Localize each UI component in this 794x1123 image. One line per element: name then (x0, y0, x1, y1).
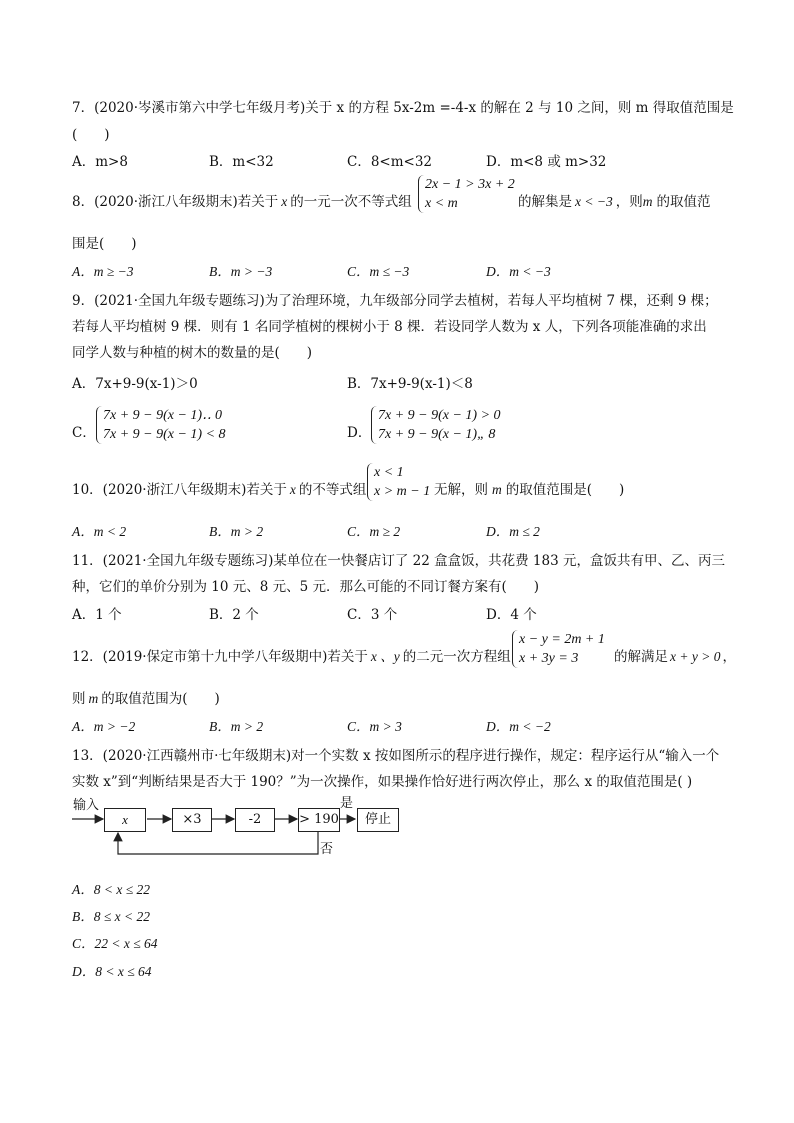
q13-flow-box-times3: ×3 (172, 808, 212, 832)
q9-option-d-system (371, 406, 501, 444)
q12-pre: 12．(2019·保定市第十九中学八年级期中)若关于 (72, 649, 368, 665)
q12-option-a: A．m > −2 (72, 719, 136, 734)
q8-stem-tail (518, 190, 710, 210)
q12-vars: x 、y (370, 649, 400, 664)
q8-option-d: D．m < −3 (486, 264, 551, 279)
q9-line1: 9．(2021·全国九年级专题练习)为了治理环境，九年级部分同学去植树，若每人平均植树 7 棵，还剩 9 棵； (72, 293, 718, 309)
q10-stem (72, 478, 366, 498)
q13-flow-input-label: 输入 (73, 798, 100, 813)
q8-option-b: B．m > −3 (209, 264, 273, 279)
q7-text: 7．(2020·岑溪市第六中学七年级月考)关于 x 的方程 5x-2m =-4-x 的解在 2 与 10 之间，则 m 得取值范围是 (72, 100, 734, 116)
q13-flow-box-x: x (104, 808, 146, 832)
q13-flow-box-stop: 停止 (357, 808, 399, 832)
q9-line2: 若每人平均植树 9 棵．则有 1 名同学植树的棵树小于 8 棵．若设同学人数为 x 人，下列各项能准确的求出 (72, 319, 707, 335)
q8-sys-eq1: 2x − 1 > 3x + 2 (425, 177, 515, 192)
q9-option-d-label: D． (347, 425, 372, 441)
q12-var-m: m (88, 691, 99, 706)
q9-option-c-system (96, 406, 226, 444)
q12-comma: ， (722, 649, 736, 665)
q12-system (512, 630, 605, 668)
q10-post2: 的取值范围是( ) (505, 482, 625, 498)
q8-var-x: x (281, 194, 288, 209)
q9-option-b: B．7x+9-9(x-1)＜8 (347, 376, 473, 392)
q12-sys-eq2: x + 3y = 3 (519, 651, 579, 666)
q10-pre: 10．(2020·浙江八年级期末)若关于 (72, 482, 287, 498)
q11-line2: 种，它们的单价分别为 10 元、8 元、5 元．那么可能的不同订餐方案有( ) (72, 579, 540, 595)
q12-option-c: C．m > 3 (347, 719, 402, 734)
q8-stem (72, 190, 412, 210)
q13-flow-box-minus2: -2 (235, 808, 275, 832)
q12-mid: 的二元一次方程组 (402, 649, 511, 665)
q7-option-a: A．m>8 (72, 154, 128, 170)
q10-mid: 的不等式组 (298, 482, 367, 498)
q8-system (418, 175, 515, 213)
q8-solution: x < −3 (575, 194, 613, 209)
q8-option-a: A．m ≥ −3 (72, 264, 134, 279)
q13-flow-yes-label: 是 (340, 796, 354, 811)
q10-option-a: A．m < 2 (72, 524, 127, 539)
q12-stem (72, 645, 511, 665)
q8-post1: 的解集是 (518, 194, 572, 210)
q7-option-b: B．m<32 (209, 154, 274, 170)
q12-sys-eq1: x − y = 2m + 1 (519, 632, 605, 647)
q13-option-a: A．8 < x ≤ 22 (72, 882, 151, 897)
q12-line2-tail: 的取值范围为( ) (101, 691, 220, 707)
q10-post: 无解，则 (434, 482, 488, 498)
q10-option-d: D．m ≤ 2 (486, 524, 540, 539)
q10-system (367, 463, 430, 501)
q11-option-c: C．3 个 (347, 607, 398, 623)
q9-option-c-label: C． (72, 425, 96, 441)
q10-var-x: x (289, 482, 296, 497)
q10-option-b: B．m > 2 (209, 524, 264, 539)
q13-flow-no-label: 否 (320, 842, 334, 857)
q8-post2: ，则 (615, 194, 643, 210)
q11-option-a: A．1 个 (72, 607, 122, 623)
q8-option-c: C．m ≤ −3 (347, 264, 410, 279)
q10-option-c: C．m ≥ 2 (347, 524, 401, 539)
q8-post3: 的取值范 (656, 194, 711, 210)
q9-option-a: A．7x+9-9(x-1)＞0 (72, 376, 198, 392)
q8-line2: 围是( ) (72, 236, 137, 252)
q8-sys-eq2: x < m (425, 196, 458, 211)
q10-var-m: m (492, 482, 502, 497)
q9-d-eq1: 7x + 9 − 9(x − 1) > 0 (378, 408, 501, 423)
q7-option-d: D．m<8 或 m>32 (486, 154, 607, 170)
q13-line2: 实数 x”到“判断结果是否大于 190？”为一次操作，如果操作恰好进行两次停止，那么 x 的取值范围是( ) (72, 774, 693, 790)
q8-mid: 的一元一次不等式组 (290, 194, 412, 210)
q13-line1: 13．(2020·江西赣州市·七年级期末)对一个实数 x 按如图所示的程序进行操作，规定：程序运行从“输入一个 (72, 748, 720, 764)
q7-option-c: C．8<m<32 (347, 154, 433, 170)
q13-option-c: C．22 < x ≤ 64 (72, 936, 158, 951)
q8-pre: 8．(2020·浙江八年级期末)若关于 (72, 194, 279, 210)
q11-option-b: B．2 个 (209, 607, 259, 623)
q12-option-d: D．m < −2 (486, 719, 551, 734)
q11-option-d: D．4 个 (486, 607, 537, 623)
q12-then: 则 (72, 691, 86, 707)
q12-stem-tail (614, 645, 736, 665)
q13-flow-box-compare: > 190 (298, 808, 340, 832)
q11-line1: 11．(2021·全国九年级专题练习)某单位在一快餐店订了 22 盒盒饭，共花费 183 元，盒饭共有甲、乙、丙三 (72, 553, 725, 569)
q13-option-d: D．8 < x ≤ 64 (72, 964, 152, 979)
q10-sys-eq1: x < 1 (374, 465, 404, 480)
q9-c-eq1: 7x + 9 − 9(x − 1)‥ 0 (103, 408, 222, 423)
q7-paren: ( ) (72, 127, 110, 143)
q10-sys-eq2: x > m − 1 (374, 484, 431, 499)
q12-condition: x + y > 0 (670, 649, 721, 664)
q13-option-b: B．8 ≤ x < 22 (72, 909, 151, 924)
q12-option-b: B．m > 2 (209, 719, 264, 734)
q10-stem-tail (434, 478, 624, 498)
q8-var-m: m (642, 194, 653, 209)
q12-post: 的解满足 (614, 649, 668, 665)
q9-c-eq2: 7x + 9 − 9(x − 1) < 8 (103, 427, 226, 442)
q9-d-eq2: 7x + 9 − 9(x − 1)„ 8 (378, 427, 496, 442)
q12-line2 (72, 687, 220, 707)
q9-line3: 同学人数与种植的树木的数量的是( ) (72, 345, 313, 361)
